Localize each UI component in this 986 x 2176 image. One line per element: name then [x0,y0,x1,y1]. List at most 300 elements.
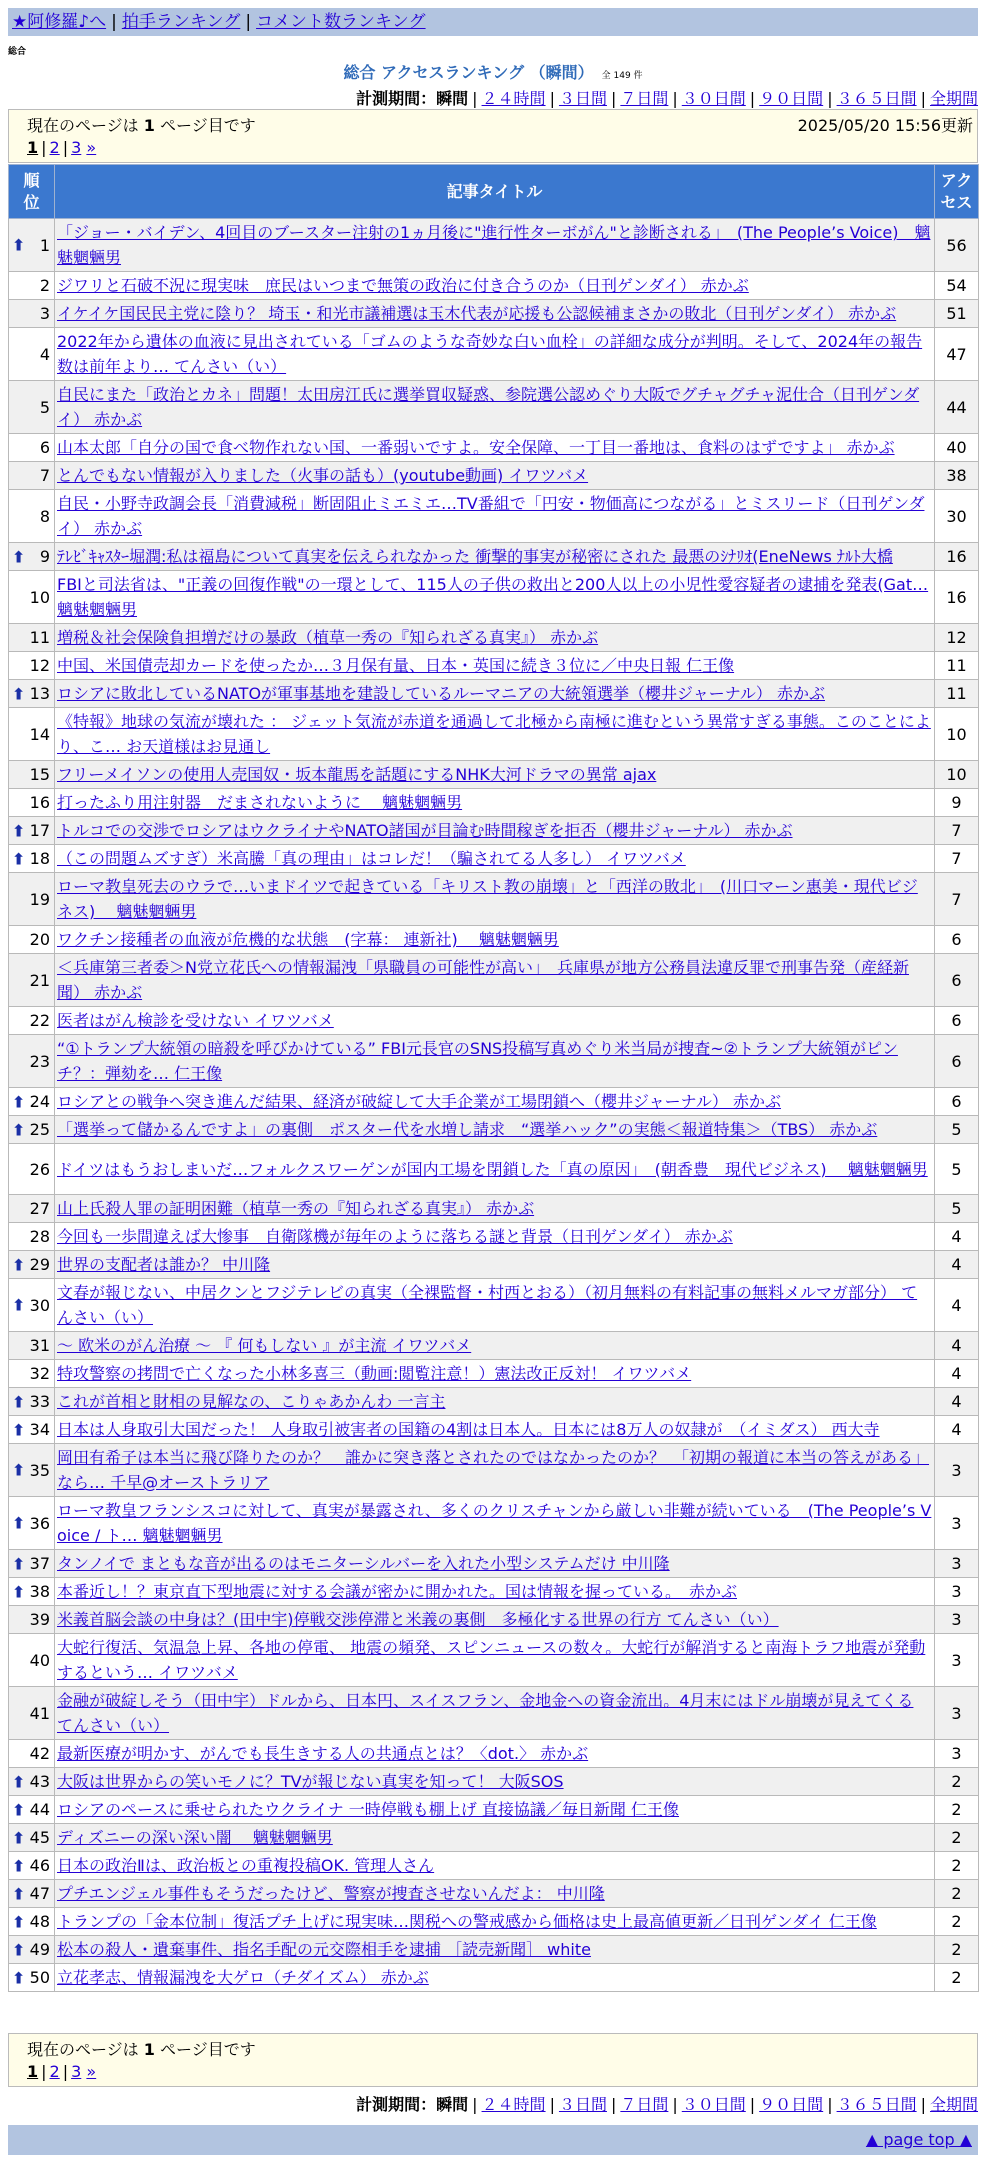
title-cell [55,328,935,381]
rank-number: 1 [39,235,50,255]
access-count: 7 [935,817,979,845]
rank-cell [9,1444,55,1497]
title-cell [55,761,935,789]
access-count: 7 [935,845,979,873]
period-link[interactable]: ７日間 [620,89,669,108]
article-link[interactable]: 岡田有希子は本当に飛び降りたのか？ 誰かに突き落とされたのではなかったのか？ 「初期の報道に本当の答えがある」なら… 千早@オーストラリア [57,1448,930,1492]
access-count: 10 [935,761,979,789]
table-row [9,1007,979,1035]
up-arrow-icon: ⬆ [12,1460,26,1480]
access-count: 2 [935,1824,979,1852]
access-count: 51 [935,300,979,328]
access-count: 4 [935,1251,979,1279]
table-row [9,926,979,954]
article-link[interactable]: 松本の殺人・遺棄事件、指名手配の元交際相手を逮捕 ［読売新聞］ white [57,1940,591,1959]
table-row [9,1606,979,1634]
table-row [9,1444,979,1497]
up-arrow-icon: ⬆ [12,1582,26,1601]
access-count: 40 [935,434,979,462]
article-link[interactable]: ﾃﾚﾋﾞｷｬｽﾀｰ堀潤:私は福島について真実を伝えられなかった 衝撃的事実が秘密にされた 最悪のｼﾅﾘｵ(EneNews ﾅﾙﾄ大橋 [57,547,893,566]
table-header-row [9,165,979,219]
separator: | [672,2095,678,2114]
period-selector-bottom [356,2092,978,2115]
access-count: 3 [935,1550,979,1578]
title-cell [55,789,935,817]
separator: | [827,89,833,108]
rank-cell [9,1497,55,1550]
ranking-table [8,164,979,1992]
article-link[interactable]: 大阪は世界からの笑いモノに？TVが報じない真実を知って！ 大阪SOS [57,1772,564,1791]
total-count: 全 149 件 [601,71,643,81]
up-arrow-icon: ⬆ [12,1800,26,1819]
article-link[interactable]: 医者はがん検診を受けない イワツバメ [57,1011,334,1030]
period-link[interactable]: ９０日間 [759,2095,824,2114]
table-row [9,1687,979,1740]
rank-number: 13 [29,684,50,703]
period-current: 瞬間 [436,89,469,108]
period-link[interactable]: ３日間 [558,2095,607,2114]
table-row [9,219,979,272]
access-count: 6 [935,1035,979,1088]
table-row [9,680,979,708]
rank-cell [9,300,55,328]
article-link[interactable]: 2022年から遺体の血液に見出されている「ゴムのような奇妙な白い血栓」の詳細な成分が判明。そして、2024年の報告数は前年より… てんさい（い） [57,332,923,376]
category-label: 総合 [8,47,27,57]
title-cell [55,652,935,680]
rank-cell [9,1007,55,1035]
up-arrow-icon: ⬆ [12,1856,26,1875]
separator: | [920,89,926,108]
period-link[interactable]: ３０日間 [681,89,746,108]
article-link[interactable]: トランプの「金本位制」復活プチ上げに現実味…関税への警戒感から価格は史上最高値更新／日刊ゲンダイ 仁王像 [57,1912,877,1931]
pager-link[interactable]: 2 [49,2062,60,2081]
rank-number: 10 [29,587,50,607]
title-cell [55,624,935,652]
period-label: 計測期間： [356,89,437,108]
table-row [9,1251,979,1279]
up-arrow-icon: ⬆ [12,1554,26,1573]
article-link[interactable]: とんでもない情報が入りました（火事の話も）(youtube動画) イワツバメ [57,466,589,485]
title-cell [55,490,935,543]
title-cell [55,1116,935,1144]
table-row [9,789,979,817]
separator: | [62,2062,69,2081]
pager-link[interactable]: 2 [49,138,60,157]
title-cell [55,1687,935,1740]
separator: | [549,89,555,108]
access-count: 2 [935,1852,979,1880]
access-count: 2 [935,1796,979,1824]
access-count: 3 [935,1687,979,1740]
article-link[interactable]: （この問題ムズすぎ）米高騰「真の理由」はコレだ！（騙されてる人多し） イワツバメ [57,849,686,868]
up-arrow-icon: ⬆ [12,1392,26,1411]
rank-cell [9,926,55,954]
title-cell [55,1279,935,1332]
rank-cell [9,462,55,490]
rank-cell [9,789,55,817]
table-row [9,1360,979,1388]
up-arrow-icon: ⬆ [12,1912,26,1931]
separator: | [472,89,478,108]
rank-cell [9,1332,55,1360]
table-row [9,1144,979,1195]
table-row [9,845,979,873]
table-row [9,1824,979,1852]
rank-number: 9 [39,547,50,566]
access-count: 56 [935,219,979,272]
separator: | [749,2095,756,2114]
article-link[interactable]: フリーメイソンの使用人売国奴・坂本龍馬を話題にするNHK大河ドラマの異常 ajax [57,765,657,784]
table-row [9,1088,979,1116]
access-count: 12 [935,624,979,652]
article-link[interactable]: ロシアとの戦争へ突き進んだ結果、経済が破綻して大手企業が工場閉鎖へ（櫻井ジャーナル） 赤かぶ [57,1092,781,1111]
rank-number: 28 [29,1227,50,1246]
clap-ranking-link[interactable]: 拍手ランキング [121,12,241,32]
rank-header: 順位 [9,165,55,219]
access-count: 16 [935,543,979,571]
title-cell [55,543,935,571]
period-label: 計測期間： [356,2095,437,2114]
title-cell [55,462,935,490]
rank-number: 15 [29,765,50,784]
separator: | [62,138,69,157]
article-link[interactable]: 特攻警察の拷問で亡くなった小林多喜三（動画:閲覧注意！）憲法改正反対！ イワツバメ [57,1364,692,1383]
article-link[interactable]: 米義首脳会談の中身は？(田中宇)停戦交渉停滞と米義の裏側 多極化する世界の行方 てんさい（い） [57,1610,779,1629]
table-row [9,1116,979,1144]
rank-cell [9,1035,55,1088]
rank-number: 46 [29,1856,50,1875]
rank-cell [9,1796,55,1824]
article-link[interactable]: 打ったふり用注射器 だまされないように 魑魅魍魎男 [57,793,463,812]
title-cell [55,1880,935,1908]
rank-cell [9,680,55,708]
period-selector-top [356,86,978,109]
access-count: 16 [935,571,979,624]
article-link[interactable]: 金融が破綻しそう（田中宇）ドルから、日本円、スイスフラン、金地金への資金流出。4月末にはドル崩壊が見えてくる てんさい（い） [57,1691,914,1735]
title-cell [55,1416,935,1444]
page-top-link[interactable]: ▲ page top ▲ [865,2130,972,2149]
rank-number: 26 [29,1159,50,1179]
article-link[interactable]: 自民・小野寺政調会長「消費減税」断固阻止ミエミエ…TV番組で「円安・物価高につながる」とミスリード（日刊ゲンダイ） 赤かぶ [57,494,925,538]
up-arrow-icon: ⬆ [12,821,26,840]
current-page-suffix: ページ目です [160,2040,256,2059]
home-link[interactable]: ★阿修羅♪へ [12,12,107,32]
separator: | [610,2095,617,2114]
access-count: 11 [935,652,979,680]
rank-number: 23 [29,1051,50,1071]
rank-cell [9,543,55,571]
title-header: 記事タイトル [55,165,935,219]
pager-current: 1 [27,138,39,157]
rank-number: 24 [29,1092,50,1111]
article-link[interactable]: イケイケ国民民主党に陰り？ 埼玉・和光市議補選は玉木代表が応援も公認候補まさかの敗北（日刊ゲンダイ） 赤かぶ [57,304,897,323]
separator: | [41,138,47,157]
up-arrow-icon: ⬆ [12,1884,26,1903]
article-link[interactable]: ワクチン接種者の血液が危機的な状態 (字幕： 連新社) 魑魅魍魎男 [57,930,559,949]
rank-number: 12 [29,656,50,675]
article-link[interactable]: 増税＆社会保険負担増だけの暴政（植草一秀の『知られざる真実』） 赤かぶ [57,628,599,647]
up-arrow-icon: ⬆ [12,547,26,566]
title-cell [55,1088,935,1116]
table-row [9,1796,979,1824]
table-row [9,1740,979,1768]
title-cell [55,1578,935,1606]
rank-number: 6 [39,438,50,457]
article-link[interactable]: プチエンジェル事件もそうだったけど、警察が捜査させないんだよ： 中川隆 [57,1884,605,1903]
article-link[interactable]: 山上氏殺人罪の証明困難（植草一秀の『知られざる真実』） 赤かぶ [57,1199,535,1218]
access-count: 2 [935,1768,979,1796]
access-count: 3 [935,1606,979,1634]
article-link[interactable]: ～ 欧米のがん治療 ～ 『 何もしない 』が主流 イワツバメ [57,1336,472,1355]
period-link[interactable]: ３日間 [558,89,607,108]
access-count: 4 [935,1388,979,1416]
rank-cell [9,1550,55,1578]
period-link[interactable]: ７日間 [620,2095,669,2114]
rank-cell [9,652,55,680]
rank-number: 8 [39,506,50,526]
rank-number: 36 [29,1513,50,1533]
rank-cell [9,1195,55,1223]
access-count: 4 [935,1360,979,1388]
pager-current: 1 [27,2062,39,2081]
access-count: 5 [935,1195,979,1223]
up-arrow-icon: ⬆ [12,235,26,255]
access-count: 2 [935,1964,979,1992]
access-count: 44 [935,381,979,434]
rank-cell [9,873,55,926]
period-link[interactable]: ９０日間 [759,89,824,108]
title-cell [55,1606,935,1634]
rank-number: 47 [29,1884,50,1903]
access-count: 6 [935,954,979,1007]
up-arrow-icon: ⬆ [12,1092,26,1111]
article-link[interactable]: “①トランプ大統領の暗殺を呼びかけている” FBI元長官のSNS投稿写真めぐり米当局が捜査~②トランプ大統領がピンチ？：弾劾を… 仁王像 [57,1039,898,1083]
period-link[interactable]: ２４時間 [481,89,546,108]
period-link[interactable]: ３６５日間 [836,2095,917,2114]
rank-number: 42 [29,1744,50,1763]
article-link[interactable]: 世界の支配者は誰か？ 中川隆 [57,1255,271,1274]
access-count: 5 [935,1116,979,1144]
table-row [9,300,979,328]
title-cell [55,1332,935,1360]
rank-number: 21 [29,970,50,990]
up-arrow-icon: ⬆ [12,1772,26,1791]
article-link[interactable]: 大蛇行復活、気温急上昇、各地の停電、 地震の頻発、スピンニュースの数々。大蛇行が解消すると南海トラフ地震が発動するという… イワツバメ [57,1638,926,1682]
title-cell [55,571,935,624]
pager-next-link[interactable]: » [86,138,97,157]
title-cell [55,1035,935,1088]
rank-number: 32 [29,1364,50,1383]
title-cell [55,381,935,434]
pager-next-link[interactable]: » [86,2062,97,2081]
rank-number: 14 [29,724,50,744]
title-cell [55,1936,935,1964]
top-nav-bar [8,8,978,36]
up-arrow-icon: ⬆ [12,1295,26,1315]
up-arrow-icon: ⬆ [12,1968,26,1987]
rank-number: 5 [39,397,50,417]
table-row [9,1416,979,1444]
rank-cell [9,817,55,845]
article-link[interactable]: FBIと司法省は、"正義の回復作戦"の一環として、115人の子供の救出と200人以上の小児性愛容疑者の逮捕を発表(Gat… 魑魅魍魎男 [57,575,929,619]
rank-cell [9,328,55,381]
table-row [9,1223,979,1251]
article-link[interactable]: ドイツはもうおしまいだ…フォルクスワーゲンが国内工場を閉鎖した「真の原因」 (朝香豊 現代ビジネス) 魑魅魍魎男 [57,1159,928,1179]
article-link[interactable]: 文春が報じない、中居クンとフジテレビの真実（全裸監督・村西とおる）（初月無料の有料記事の無料メルマガ部分） てんさい（い） [57,1283,918,1327]
pager [27,138,96,157]
article-link[interactable]: ローマ教皇フランシスコに対して、真実が暴露され、多くのクリスチャンから厳しい非難が続いている (The People’s Voice / ト… 魑魅魍魎男 [57,1501,932,1545]
rank-number: 37 [29,1554,50,1573]
rank-cell [9,1223,55,1251]
title-cell [55,219,935,272]
article-link[interactable]: 本番近し！？東京直下型地震に対する会議が密かに開かれた。国は情報を握っている。 赤かぶ [57,1582,738,1601]
rank-number: 38 [29,1582,50,1601]
rank-number: 27 [29,1199,50,1218]
title-cell [55,1634,935,1687]
title-cell [55,1388,935,1416]
current-page-prefix: 現在のページは [27,2040,139,2059]
rank-cell [9,761,55,789]
article-link[interactable]: 日本の政治Ⅱは、政治板との重複投稿OK. 管理人さん [57,1856,435,1875]
title-cell [55,1852,935,1880]
article-link[interactable]: ジワリと石破不況に現実味 庶民はいつまで無策の政治に付き合うのか（日刊ゲンダイ） 赤かぶ [57,276,749,295]
table-row [9,543,979,571]
title-cell [55,1360,935,1388]
article-link[interactable]: タンノイで まともな音が出るのはモニターシルバーを入れた小型システムだけ 中川隆 [57,1554,670,1573]
table-row [9,1279,979,1332]
period-link[interactable]: ２４時間 [481,2095,546,2114]
period-link[interactable]: ３０日間 [681,2095,746,2114]
separator: | [245,12,252,32]
title-cell [55,1497,935,1550]
rank-number: 40 [29,1650,50,1670]
rank-cell [9,381,55,434]
current-page-number: 1 [143,116,155,135]
access-count: 2 [935,1936,979,1964]
article-link[interactable]: 自民にまた「政治とカネ」問題！太田房江氏に選挙買収疑惑、参院選公認めぐり大阪でグチャグチャ泥仕合（日刊ゲンダイ） 赤かぶ [57,385,920,429]
title-cell [55,300,935,328]
separator: | [111,12,117,32]
title-cell [55,873,935,926]
rank-number: 48 [29,1912,50,1931]
title-cell [55,1796,935,1824]
rank-cell [9,1606,55,1634]
access-count: 9 [935,789,979,817]
title-cell [55,817,935,845]
separator: | [472,2095,478,2114]
article-link[interactable]: 立花孝志、情報漏洩を大ゲロ（チダイズム） 赤かぶ [57,1968,429,1987]
article-link[interactable]: 今回も一歩間違えば大惨事 自衛隊機が毎年のように落ちる謎と背景（日刊ゲンダイ） 赤かぶ [57,1227,733,1246]
title-cell [55,680,935,708]
table-row [9,1852,979,1880]
article-link[interactable]: ロシアのペースに乗せられたウクライナ 一時停戦も棚上げ 直接協議／毎日新聞 仁王像 [57,1800,679,1819]
period-link[interactable]: 全期間 [929,89,978,108]
rank-cell [9,1824,55,1852]
separator: | [672,89,678,108]
article-link[interactable]: ロシアに敗北しているNATOが軍事基地を建設しているルーマニアの大統領選挙（櫻井ジャーナル） 赤かぶ [57,684,826,703]
rank-cell [9,708,55,761]
period-link[interactable]: 全期間 [929,2095,978,2114]
table-row [9,1035,979,1088]
rank-number: 3 [39,304,50,323]
article-link[interactable]: 日本は人身取引大国だった！ 人身取引被害者の国籍の4割は日本人。日本には8万人の奴隷が （イミダス） 西大寺 [57,1420,880,1439]
rank-number: 7 [39,466,50,485]
pager-link[interactable]: 3 [71,2062,82,2081]
title-cell [55,708,935,761]
up-arrow-icon: ⬆ [12,1420,26,1439]
article-link[interactable]: 山本太郎「自分の国で食べ物作れない国、一番弱いですよ。安全保障、一丁目一番地は、食料のはずですよ」 赤かぶ [57,438,895,457]
article-link[interactable]: 最新医療が明かす、がんでも長生きする人の共通点とは？〈dot.〉 赤かぶ [57,1744,589,1763]
rank-number: 49 [29,1940,50,1959]
article-link[interactable]: ディズニーの深い深い闇 魑魅魍魎男 [57,1828,333,1847]
access-count: 54 [935,272,979,300]
separator: | [920,2095,926,2114]
title-cell [55,1824,935,1852]
rank-number: 4 [39,344,50,364]
title-cell [55,954,935,1007]
article-link[interactable]: ローマ教皇死去のウラで…いまドイツで起きている「キリスト教の崩壊」と「西洋の敗北」 (川口マーン惠美・現代ビジネス) 魑魅魍魎男 [57,877,918,921]
article-link[interactable]: 《特報》地球の気流が壊れた ： ジェット気流が赤道を通過して北極から南極に進むという異常すぎる事態。このことにより、こ… お天道様はお見通し [57,712,931,756]
rank-cell [9,434,55,462]
access-count: 10 [935,708,979,761]
article-link[interactable]: 「ジョー・バイデン、4回目のブースター注射の1ヵ月後に"進行性ターボがん"と診断される」 (The People’s Voice) 魑魅魍魎男 [57,223,931,267]
article-link[interactable]: 「選挙って儲かるんですよ」の裏側 ポスター代を水増し請求 “選挙ハック”の実態＜報道特集＞（TBS） 赤かぶ [57,1120,878,1139]
title-cell [55,1964,935,1992]
access-count: 30 [935,490,979,543]
period-link[interactable]: ３６５日間 [836,89,917,108]
page-info-bottom [8,2033,978,2087]
pager-link[interactable]: 3 [71,138,82,157]
rank-number: 18 [29,849,50,868]
current-page-prefix: 現在のページは [27,116,139,135]
article-link[interactable]: これが首相と財相の見解なの、こりゃあかんわ 一言主 [57,1392,446,1411]
up-arrow-icon: ⬆ [12,849,26,868]
comment-ranking-link[interactable]: コメント数ランキング [256,12,426,32]
table-row [9,272,979,300]
rank-cell [9,1578,55,1606]
updated-timestamp: 2025/05/20 15:56更新 [797,116,973,135]
rank-cell [9,1687,55,1740]
access-count: 3 [935,1497,979,1550]
access-count: 2 [935,1908,979,1936]
rank-number: 44 [29,1800,50,1819]
title-cell [55,1550,935,1578]
rank-number: 31 [29,1336,50,1355]
table-row [9,761,979,789]
separator: | [749,89,756,108]
table-row [9,490,979,543]
title-cell [55,1768,935,1796]
title-cell [55,1195,935,1223]
up-arrow-icon: ⬆ [12,1940,26,1959]
rank-cell [9,272,55,300]
current-page-number: 1 [143,2040,155,2059]
bottom-bar [8,2125,978,2155]
rank-cell [9,1768,55,1796]
up-arrow-icon: ⬆ [12,1255,26,1274]
article-link[interactable]: 中国、米国債売却カードを使ったか…３月保有量、日本・英国に続き３位に／中央日報 仁王像 [57,656,735,675]
access-count: 38 [935,462,979,490]
article-link[interactable]: ＜兵庫第三者委＞N党立花氏への情報漏洩「県職員の可能性が高い」 兵庫県が地方公務員法違反罪で刑事告発（産経新聞） 赤かぶ [57,958,909,1002]
rank-cell [9,1634,55,1687]
rank-number: 35 [29,1460,50,1480]
rank-number: 16 [29,793,50,812]
title-cell [55,434,935,462]
article-link[interactable]: トルコでの交渉でロシアはウクライナやNATO諸国が目論む時間稼ぎを拒否（櫻井ジャーナル） 赤かぶ [57,821,793,840]
rank-cell [9,845,55,873]
separator: | [549,2095,555,2114]
ranking-rows [9,219,979,1992]
